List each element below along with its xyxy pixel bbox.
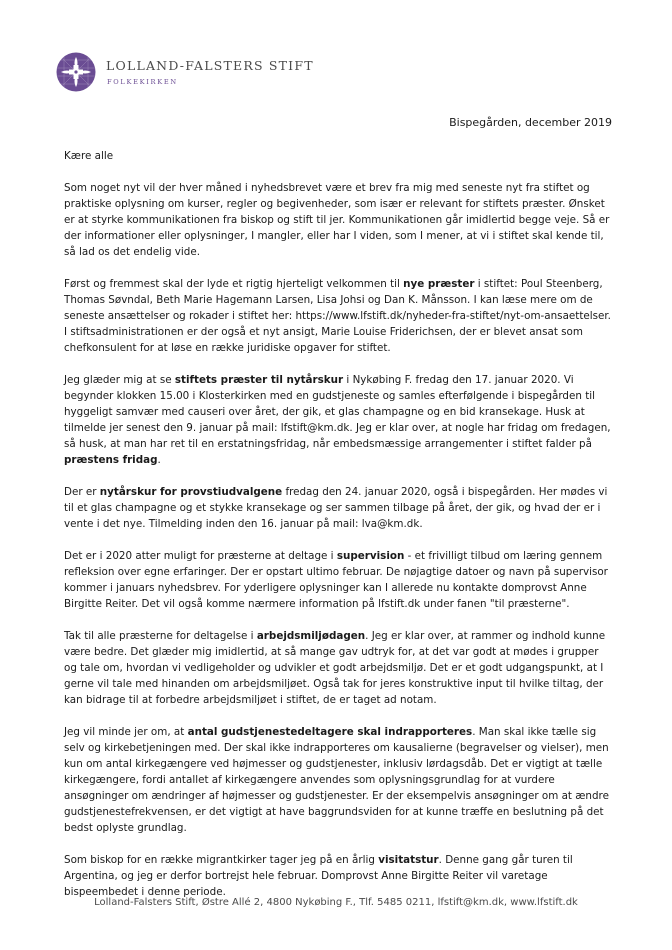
keyword-visitation-trip: visitatstur [378, 854, 439, 866]
keyword-deanery-reception: nytårskur for provstiudvalgene [99, 486, 283, 498]
paragraph-text: . [157, 454, 161, 466]
paragraph-deanery-reception [64, 484, 612, 532]
brand-name: LOLLAND-FALSTERS STIFT [106, 58, 314, 73]
paragraph-text: - et frivilligt tilbud om læring gennem refleksion over egne erfaringer. Der er opstart ultimo februar. De nøjagtige datoer og navn på supervisor kommer i januars nyhedsbrev. For yderligere oplysninger kan I allerede nu kontakte domprovst Anne Birgitte Reiter. Det vil også komme nærmere information på lfstift.dk under fanen "til præsterne". [64, 550, 608, 610]
paragraph-intro: Som noget nyt vil der hver måned i nyhedsbrevet være et brev fra mig med seneste nyt fra stiftet og praktiske oplysning om kurser, regler og begivenheder, som især er relevant for stiftets præster. Ønsket er at styrke kommunikationen fra biskop og stift til jer. Kommunikationen går imidlertid begge veje. Så er der informationer eller oplysninger, I mangler, eller har I viden, som I mener, at vi i stiftet skal kende til, så lad os det endelig vide. [64, 182, 610, 258]
paragraph-text: Jeg vil minde jer om, at [64, 726, 188, 738]
letter-body [64, 148, 612, 916]
paragraph-supervision [64, 548, 612, 612]
brand-subtitle: FOLKEKIRKEN [107, 78, 178, 86]
letter-date: Bispegården, december 2019 [449, 116, 612, 129]
paragraph-text: Tak til alle præsterne for deltagelse i [64, 630, 257, 642]
paragraph-text: Først og fremmest skal der lyde et rigtig hjerteligt velkommen til [64, 278, 404, 290]
keyword-supervision: supervision [336, 550, 405, 562]
paragraph-text: Det er i 2020 atter muligt for præsterne at deltage i [64, 550, 337, 562]
paragraph-visitation [64, 852, 612, 900]
paragraph-new-priests [64, 276, 612, 356]
paragraph-text: i Nykøbing F. fredag den 17. januar 2020. Vi begynder klokken 15.00 i Klosterkirken med en gudstjeneste og samles efterfølgende i bispegården til hyggeligt samvær med causeri over året, der gik, et glas champagne og en bid kransekage. Husk at tilmelde jer senest den 9. januar på mail: lfstift@km.dk. Jeg er klar over, at nogle har fridag om fredagen, så husk, at man har ret til en erstatningsfridag, når embedsmæssige arrangementer i stiftet falder på [64, 374, 611, 450]
paragraph-text: Som biskop for en række migrantkirker tager jeg på en årlig [64, 854, 379, 866]
paragraph-text: . Denne gang går turen til Argentina, og jeg er derfor bortrejst hele februar. Domprovst Anne Birgitte Reiter vil varetage bispeembedet i denne periode. [64, 854, 573, 898]
paragraph-work-environment [64, 628, 612, 708]
paragraph-text: . Jeg er klar over, at rammer og indhold kunne være bedre. Det glæder mig imidlertid, at så mange gav udtryk for, at det var godt at mødes i grupper og tale om, hvordan vi vedligeholder og udvikler et godt arbejdsmiljø. Det er et godt udgangspunkt, at I gerne vil tale med hinanden om arbejdsmiljøet. Også tak for jeres konstruktive input til hvilke tiltag, der kan bidrage til at forbedre arbejdsmiljøet i stiftet, de er taget ad notam. [64, 630, 606, 706]
paragraph-text: fredag den 24. januar 2020, også i bispegården. Her mødes vi til et glas champagne og et stykke kransekage og ser sammen tilbage på året, der gik, og hvad der er i vente i det nye. Tilmelding inden den 16. januar på mail: lva@km.dk. [64, 486, 608, 530]
keyword-priests-reception: stiftets præster til nytårskur [174, 374, 344, 386]
letter-footer: Lolland-Falsters Stift, Østre Allé 2, 4800 Nykøbing F., Tlf. 5485 0211, lfstift@km.dk, www.lfstift.dk [94, 897, 578, 908]
keyword-work-environment-day: arbejdsmiljødagen [256, 630, 366, 642]
paragraph-text: i stiftet: Poul Steenberg, Thomas Søvndal, Beth Marie Hagemann Larsen, Lisa Johsi og Dan K. Månsson. I kan læse mere om de seneste ansættelser og rokader i stiftet her: https://www.lfstift.dk/nyheder-fra-stiftet/nyt-om-ansaettelser. I stiftsadministrationen er der også et nyt ansigt, Marie Louise Friderichsen, der er blevet ansat som chefkonsulent for at løse en række juridiske opgaver for stiftet. [64, 278, 611, 354]
greeting: Kære alle [64, 150, 114, 162]
paragraph-text: Jeg glæder mig at se [64, 374, 175, 386]
keyword-new-priests: nye præster [403, 278, 475, 290]
diocese-seal-icon [56, 52, 96, 92]
paragraph-new-year-reception [64, 372, 612, 468]
keyword-day-off: præstens fridag [64, 454, 158, 466]
paragraph-attendance [64, 724, 612, 836]
paragraph-text: Der er [64, 486, 100, 498]
paragraph-text: . Man skal ikke tælle sig selv og kirkebetjeningen med. Der skal ikke indrapporteres om kausalierne (begravelser og vielser), men kun om antal kirkegængere ved højmesser og gudstjenester, inklusiv lørdagsdåb. Det er vigtigt at tælle kirkegængere, fordi antallet af kirkegængere anvendes som oplysningsgrundlag for at vurdere ansøgninger om ændringer af højmesser og gudstjenester. Er der eksempelvis ansøgninger om at ændre gudstjenestefrekvensen, er det vigtigt at have baggrundsviden for at kunne træffe en beslutning på det bedst oplyste grundlag. [64, 726, 609, 834]
keyword-attendance-report: antal gudstjenestedeltagere skal indrapporteres [187, 726, 473, 738]
